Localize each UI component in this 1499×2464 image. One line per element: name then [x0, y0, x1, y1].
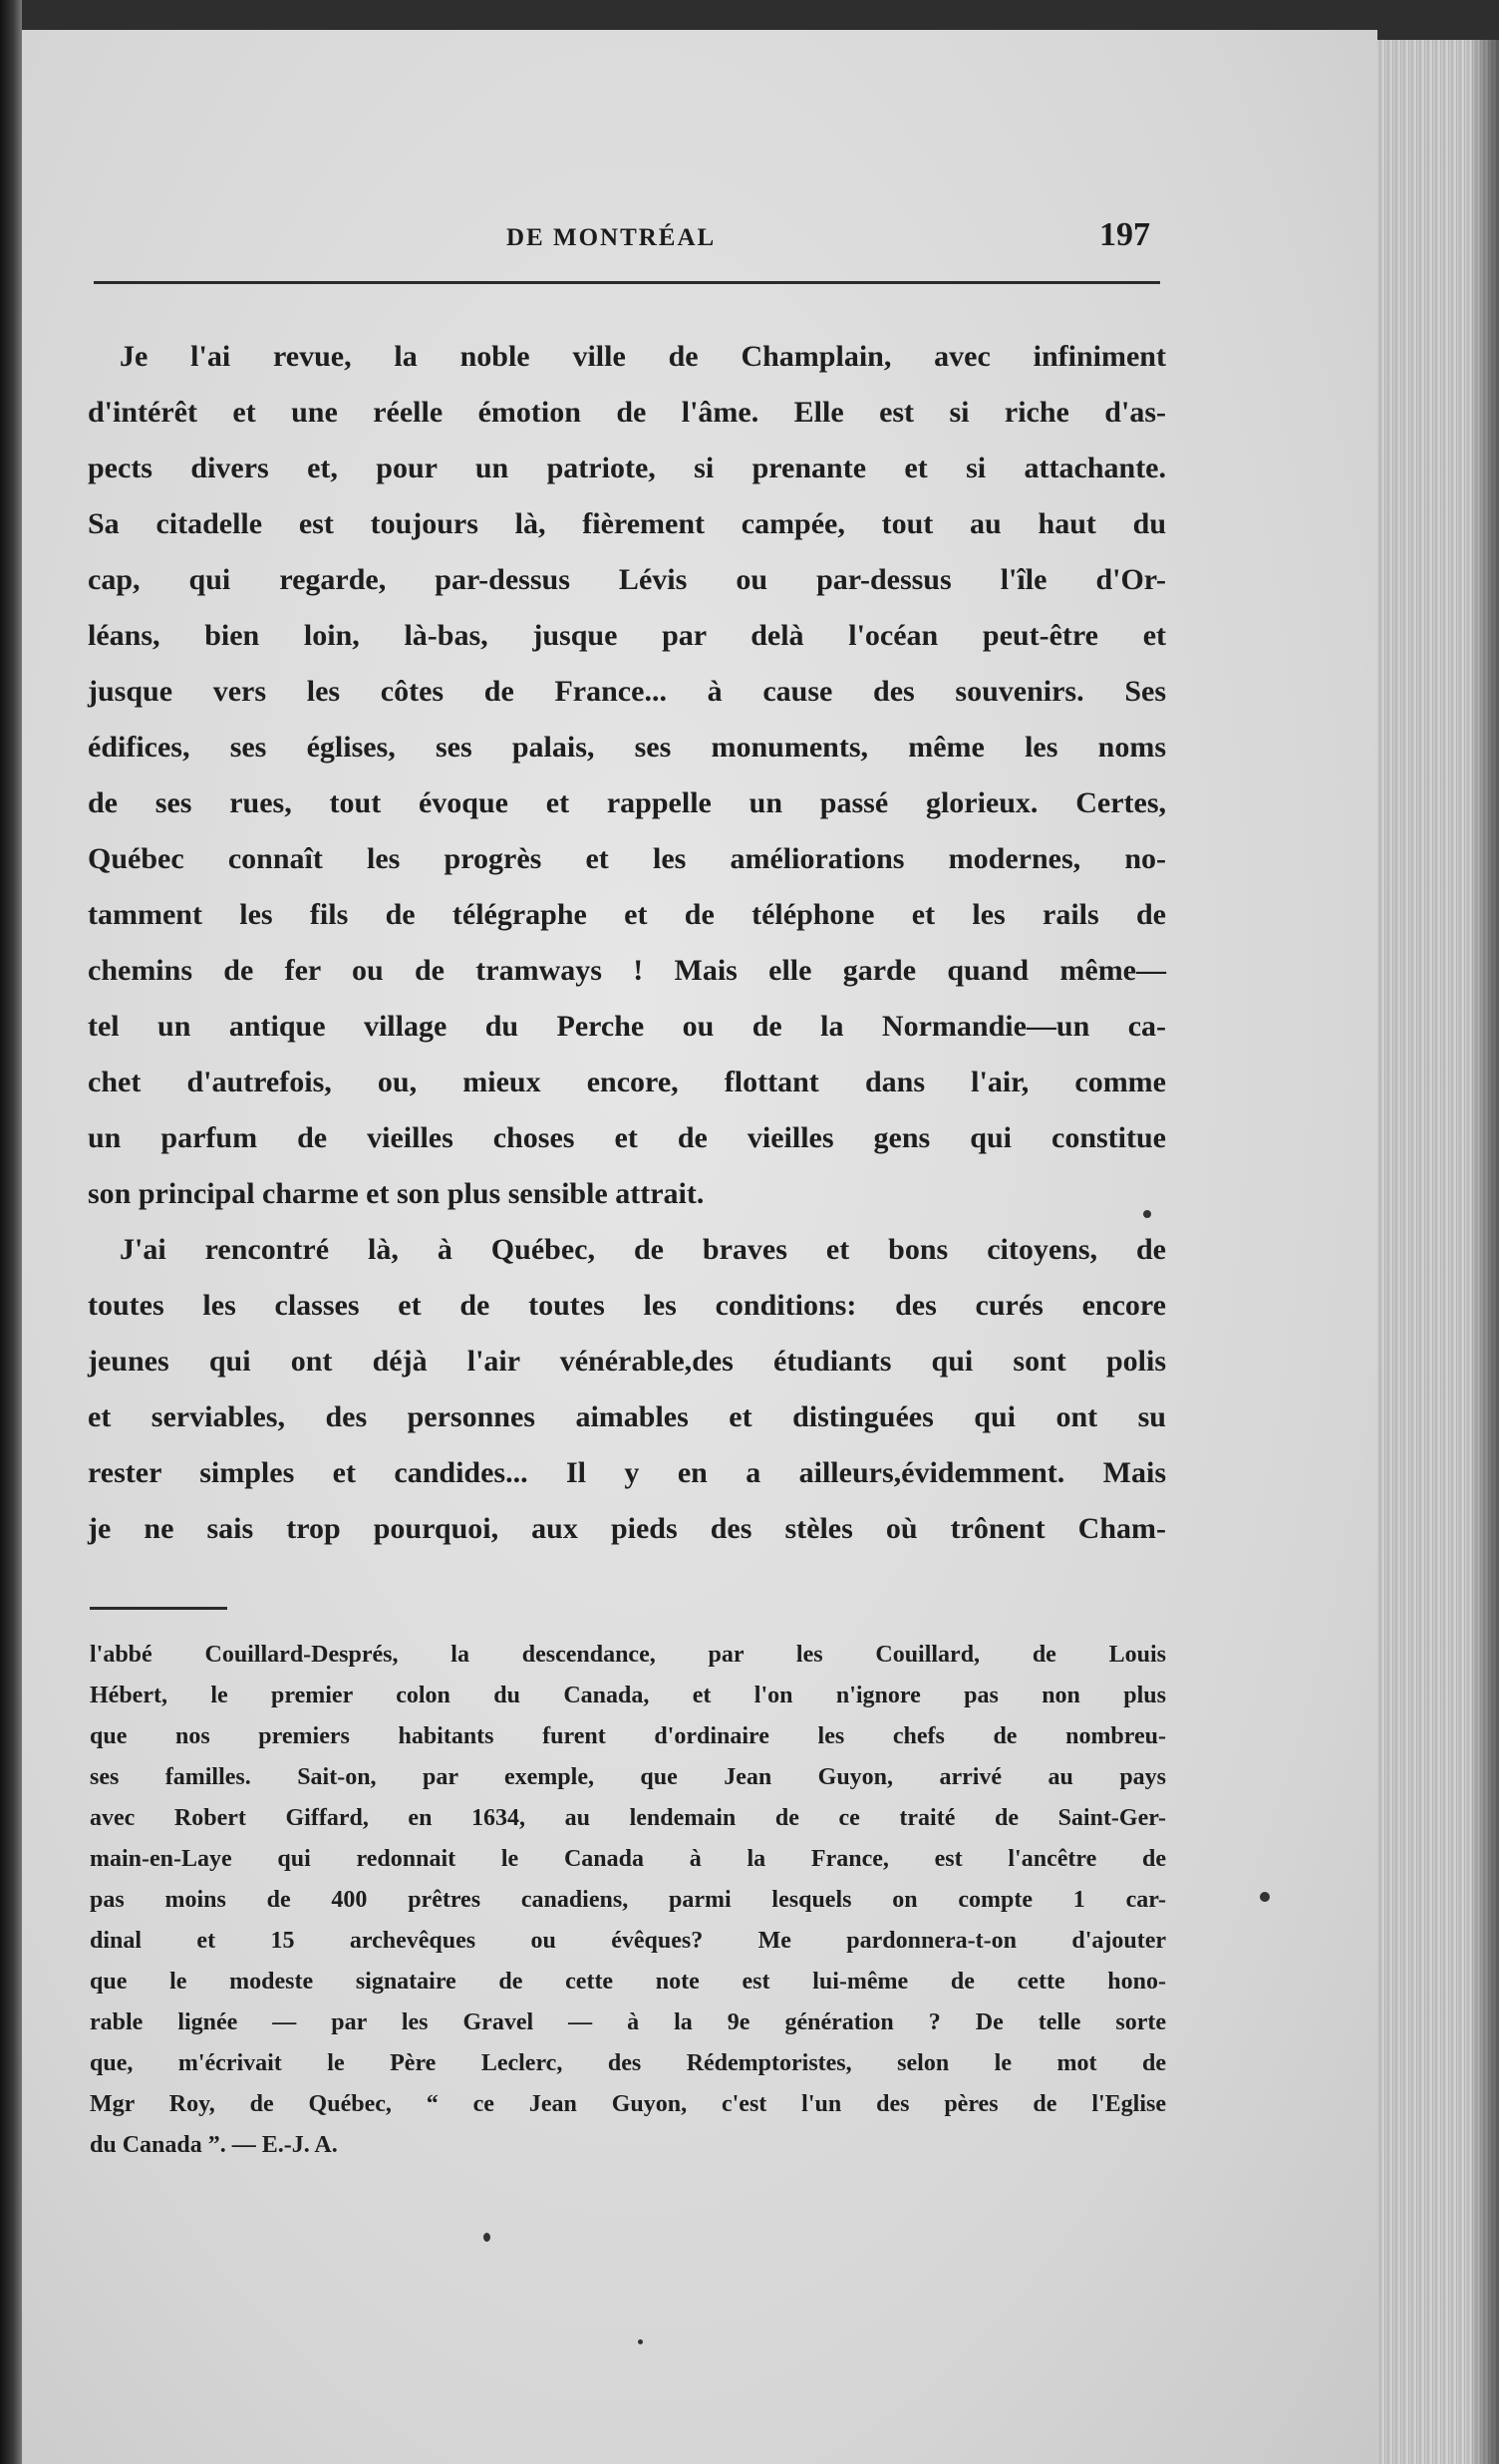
- body-line: J'ai rencontré là, à Québec, de braves et bons citoyens, de: [120, 1233, 1166, 1266]
- ink-speck: [1260, 1892, 1270, 1902]
- footnote-line: que, m'écrivait le Père Leclerc, des Rédemptoristes, selon le mot de: [90, 2050, 1166, 2076]
- body-line: je ne sais trop pourquoi, aux pieds des stèles où trônent Cham-: [88, 1512, 1166, 1545]
- footnote-line: main-en-Laye qui redonnait le Canada à la France, est l'ancêtre de: [90, 1846, 1166, 1872]
- body-text: [88, 329, 1166, 1557]
- body-line: tamment les fils de télégraphe et de téléphone et les rails de: [88, 898, 1166, 931]
- body-line: jeunes qui ont déjà l'air vénérable,des étudiants qui sont polis: [88, 1345, 1166, 1378]
- page-stack-edge: [1377, 40, 1499, 2464]
- body-line: de ses rues, tout évoque et rappelle un passé glorieux. Certes,: [88, 786, 1166, 819]
- footnote-line: Hébert, le premier colon du Canada, et l'on n'ignore pas non plus: [90, 1683, 1166, 1708]
- body-line: pects divers et, pour un patriote, si prenante et si attachante.: [88, 452, 1166, 484]
- running-head: DE MONTRÉAL: [506, 224, 717, 251]
- footnote-line: pas moins de 400 prêtres canadiens, parmi lesquels on compte 1 car-: [90, 1887, 1166, 1913]
- body-line: Je l'ai revue, la noble ville de Champlain, avec infiniment: [120, 340, 1166, 373]
- body-line: Québec connaît les progrès et les améliorations modernes, no-: [88, 842, 1166, 875]
- body-line: d'intérêt et une réelle émotion de l'âme. Elle est si riche d'as-: [88, 396, 1166, 429]
- body-line: toutes les classes et de toutes les conditions: des curés encore: [88, 1289, 1166, 1322]
- body-line: un parfum de vieilles choses et de vieilles gens qui constitue: [88, 1121, 1166, 1154]
- body-line: et serviables, des personnes aimables et distinguées qui ont su: [88, 1400, 1166, 1433]
- body-line: Sa citadelle est toujours là, fièrement campée, tout au haut du: [88, 507, 1166, 540]
- ink-speck: [1143, 1210, 1151, 1218]
- book-gutter: [0, 0, 22, 2464]
- footnote: [90, 1635, 1166, 2166]
- ink-speck: [483, 2233, 490, 2242]
- footnote-rule: [90, 1607, 227, 1610]
- page-number: 197: [1099, 216, 1150, 253]
- body-line: édifices, ses églises, ses palais, ses monuments, même les noms: [88, 731, 1166, 764]
- ink-speck: [638, 2339, 643, 2344]
- footnote-line: l'abbé Couillard-Després, la descendance, par les Couillard, de Louis: [90, 1642, 1166, 1668]
- page-header: [72, 214, 1168, 264]
- footnote-line: ses familles. Sait-on, par exemple, que Jean Guyon, arrivé au pays: [90, 1764, 1166, 1790]
- body-line: rester simples et candides... Il y en a ailleurs,évidemment. Mais: [88, 1456, 1166, 1489]
- body-line: léans, bien loin, là-bas, jusque par delà l'océan peut-être et: [88, 619, 1166, 652]
- body-line: son principal charme et son plus sensible attrait.: [88, 1177, 705, 1210]
- footnote-line: dinal et 15 archevêques ou évêques? Me pardonnera-t-on d'ajouter: [90, 1928, 1166, 1954]
- footnote-line: avec Robert Giffard, en 1634, au lendemain de ce traité de Saint-Ger-: [90, 1805, 1166, 1831]
- footnote-line: que le modeste signataire de cette note est lui-même de cette hono-: [90, 1969, 1166, 1995]
- body-line: tel un antique village du Perche ou de la Normandie—un ca-: [88, 1010, 1166, 1043]
- body-line: jusque vers les côtes de France... à cause des souvenirs. Ses: [88, 675, 1166, 708]
- footnote-line: du Canada ”. — E.-J. A.: [90, 2132, 338, 2158]
- body-line: chet d'autrefois, ou, mieux encore, flottant dans l'air, comme: [88, 1066, 1166, 1098]
- body-line: chemins de fer ou de tramways ! Mais elle garde quand même—: [88, 954, 1166, 987]
- footnote-line: que nos premiers habitants furent d'ordinaire les chefs de nombreu-: [90, 1723, 1166, 1749]
- header-rule: [94, 281, 1160, 284]
- body-line: cap, qui regarde, par-dessus Lévis ou par-dessus l'île d'Or-: [88, 563, 1166, 596]
- footnote-line: Mgr Roy, de Québec, “ ce Jean Guyon, c'est l'un des pères de l'Eglise: [90, 2091, 1166, 2117]
- footnote-line: rable lignée — par les Gravel — à la 9e génération ? De telle sorte: [90, 2009, 1166, 2035]
